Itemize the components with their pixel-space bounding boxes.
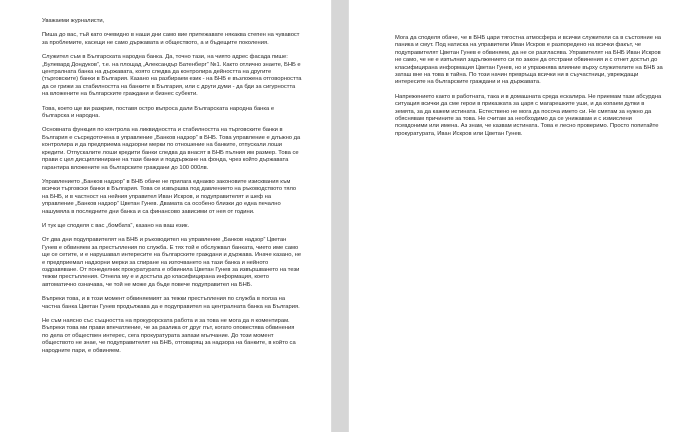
paragraph: Служител съм в Българската народна банка. Да, точно тази, на чиято адрес фасада пише: „Булевард Дондуков“, т.е. на площад „Александър Батенберг“ №1. Както отлично знаете, БНБ е централната банка на държавата, която следва да контролира дейността на другите (търговските) банки в България. Казано на разбираем език - на БНБ е възложена отговорността да се грижи за стабилността на банките в България, или с други думи - да бди за сигурността на вложените на българските граждани и бизнес субекти. xyxy=(42,54,302,98)
paragraph: Това, което ще ви разкрия, поставя остро въпроса дали Българската народна банка е българска и народна. xyxy=(42,105,275,120)
salutation: Уважаеми журналисти, xyxy=(42,18,105,24)
paragraph: Пиша до вас, тъй като очевидно в наши дни само вие притежавате някаква степен на чувавост за проблемите, касещи не само държавата и обществото, а и бъдещите поколения. xyxy=(42,32,300,46)
paragraph: Напрежението както в работната, така и в домашната среда ескалира. Не приемам тази абсурдна ситуация всички да сме герои в приказката за царя с магарешките уши, и да копаем дупки в земята, за да кажем истината. Естествено не мога да посоча името си. Не смятам за нужно да обяснявам причините за това. Не считам за необходимо да се унижавам и с измислени псевдоними или имена. Аз знам, че казвам истината. Това е лесно проверимо. Просто попитайте прокуратурата, Иван Искров или Цветан Гунев. xyxy=(395,93,662,137)
paragraph: Въпреки това, и в този момент обвиняемият за тежки престъпления по служба в полза на частна банка Цветан Гунев продължава да е подуправител на централната банка на България. xyxy=(42,296,300,310)
document-page-left xyxy=(0,0,332,432)
paragraph: Не съм наясно със същността на прокурорската работа и за това не мога да я коментирам. Въпреки това ми прави впечатление, че за разлика от друг път, когато оповестява обвинения по дела от обществен интерес, сега прокуратурата запази мълчание. До този момент обществото не знае, че подуправителят на БНБ, отговарящ за надзора на банките, в който са народните пари, е обвиняем. xyxy=(42,318,296,354)
page-content xyxy=(395,35,665,145)
document-page-right xyxy=(348,0,680,432)
page-gap xyxy=(332,0,348,432)
paragraph: И тук ще споделя с вас „бомбата“, казано на ваш език. xyxy=(42,222,190,229)
paragraph: От два дни подуправителят на БНБ и ръководител на управление „Банков надзор“ Цветан Гунев е обвиняем за престъпления по служба. Е тях той е обслужвал банката, чието име само ще се сетите, и е нарушавал интересите на българските граждани и държава. Иначе казано, не е предприемал надзорни мерки за спиране на източването на тази банка и нейното оздравяване. От понеделник прокуратурата е обвинила Цветан Гунев за извършването на тези тежки престъпления. Отнела му е и достъпа до класифицирана информация, което автоматично означава, че той не може да бъде повече подуправител на БНБ. xyxy=(42,237,302,288)
page-content xyxy=(42,18,302,362)
paragraph: Управлението „Банков надзор“ в БНБ обаче не прилага еднакво законовите изисквания към всички търговски банки в България. Това се извършва под давлението на ръководството тяло на БНБ, и в частност на нейния управител Иван Искров, и подуправителят и шеф на управление „Банков надзор“ Цветан Гунев. Двамата са особено близки до една печално нашумяла в последните дни банка и са финансово зависими от нея от години. xyxy=(42,178,297,215)
paragraph: Основната функция по контрола на ликвидността и стабилността на търговските банки в България е съсредоточена в управление „Банков надзор“ в БНБ. Това управление е длъжно да контролира и да предприема надзорни мерки по отношение на банките, отпускали лоши кредити. Отпускалите лоши кредити банки следва да внасят в БНБ пълния им размер. Това се прави с цел дисциплиниране на тази банки и поддържане на фонда, чрез който държавата гарантира вложените на българските граждани до 100 000лв. xyxy=(42,127,301,171)
paragraph: Мога да споделя обаче, че в БНБ цари тягостна атмосфера и всички служители са в състояние на паника и смут. Под натиска на управители Иван Искров е разпоредено на всички факът, че подуправителят Цветан Гунев е обвиняем, да не се разгласява. Управителят на БНБ Иван Искров не само, че не е изпълнил задължението си по закон да отстрани обвинения и с отнет достъп до класифицирана информация Цветан Гунев, но и упражнява влияние върху служителите на БНБ за заташ вне на това в тайна. По този начин превръща всички ни в съучастници, увреждащи интересите на българските граждани и на държавата. xyxy=(395,35,663,86)
